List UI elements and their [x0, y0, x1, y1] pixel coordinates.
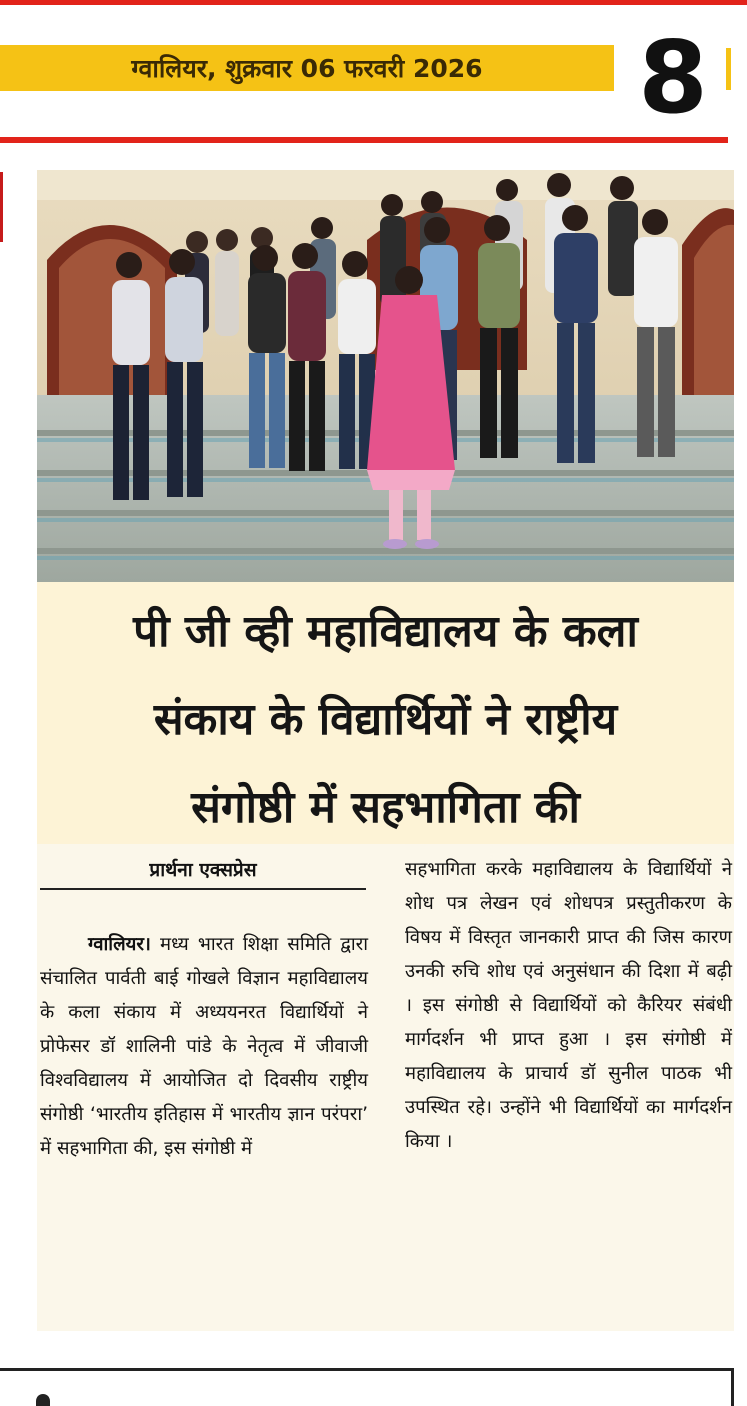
headline [37, 588, 734, 852]
dateline: ग्वालियर, शुक्रवार 06 फरवरी 2026 [131, 54, 483, 83]
next-article-glyph [36, 1394, 50, 1406]
masthead-divider [0, 137, 728, 143]
group-photo-icon [37, 170, 734, 582]
column-1-text: मध्य भारत शिक्षा समिति द्वारा संचालित पार्वती बाई गोखले विज्ञान महाविद्यालय के कला संकाय में अध्ययनरत विद्यार्थियों ने प्रोफेसर डॉ शालिनी पांडे के नेतृत्व में जीवाजी विश्वविद्यालय में आयोजित दो दिवसीय राष्ट्रीय संगोष्ठी ‘भारतीय इतिहास में भारतीय ज्ञान परंपरा’ में सहभागिता की, इस संगोष्ठी में [40, 934, 368, 1159]
byline-rule [40, 888, 366, 890]
news-photo [37, 170, 734, 582]
byline: प्रार्थना एक्सप्रेस [149, 859, 257, 881]
next-article-frame [0, 1368, 734, 1406]
article-column-2: सहभागिता करके महाविद्यालय के विद्यार्थियों ने शोध पत्र लेखन एवं शोधपत्र प्रस्तुतीकरण के विषय में विस्तृत जानकारी प्राप्त की जिस कारण उनकी रुचि शोध एवं अनुसंधान की दिशा में बढ़ी । इस संगोष्ठी से विद्यार्थियों को कैरियर संबंधी मार्गदर्शन भी प्राप्त हुआ । इस संगोष्ठी में महाविद्यालय के प्राचार्य डॉ सुनील पाठक भी उपस्थित रहे। उन्होंने भी विद्यार्थियों का मार्गदर्शन किया । [405, 859, 732, 1152]
margin-marker [0, 172, 3, 242]
dateline-city: ग्वालियर। [88, 934, 151, 955]
page-number: 8 [622, 20, 724, 134]
top-red-stripe [0, 0, 747, 5]
headline-line-3: संगोष्ठी में सहभागिता की [191, 782, 580, 833]
page-number-marker [726, 48, 731, 90]
headline-line-1: पी जी व्ही महाविद्यालय के कला [133, 606, 638, 657]
headline-line-2: संकाय के विद्यार्थियों ने राष्ट्रीय [153, 694, 618, 745]
article-column-1 [40, 928, 368, 1166]
